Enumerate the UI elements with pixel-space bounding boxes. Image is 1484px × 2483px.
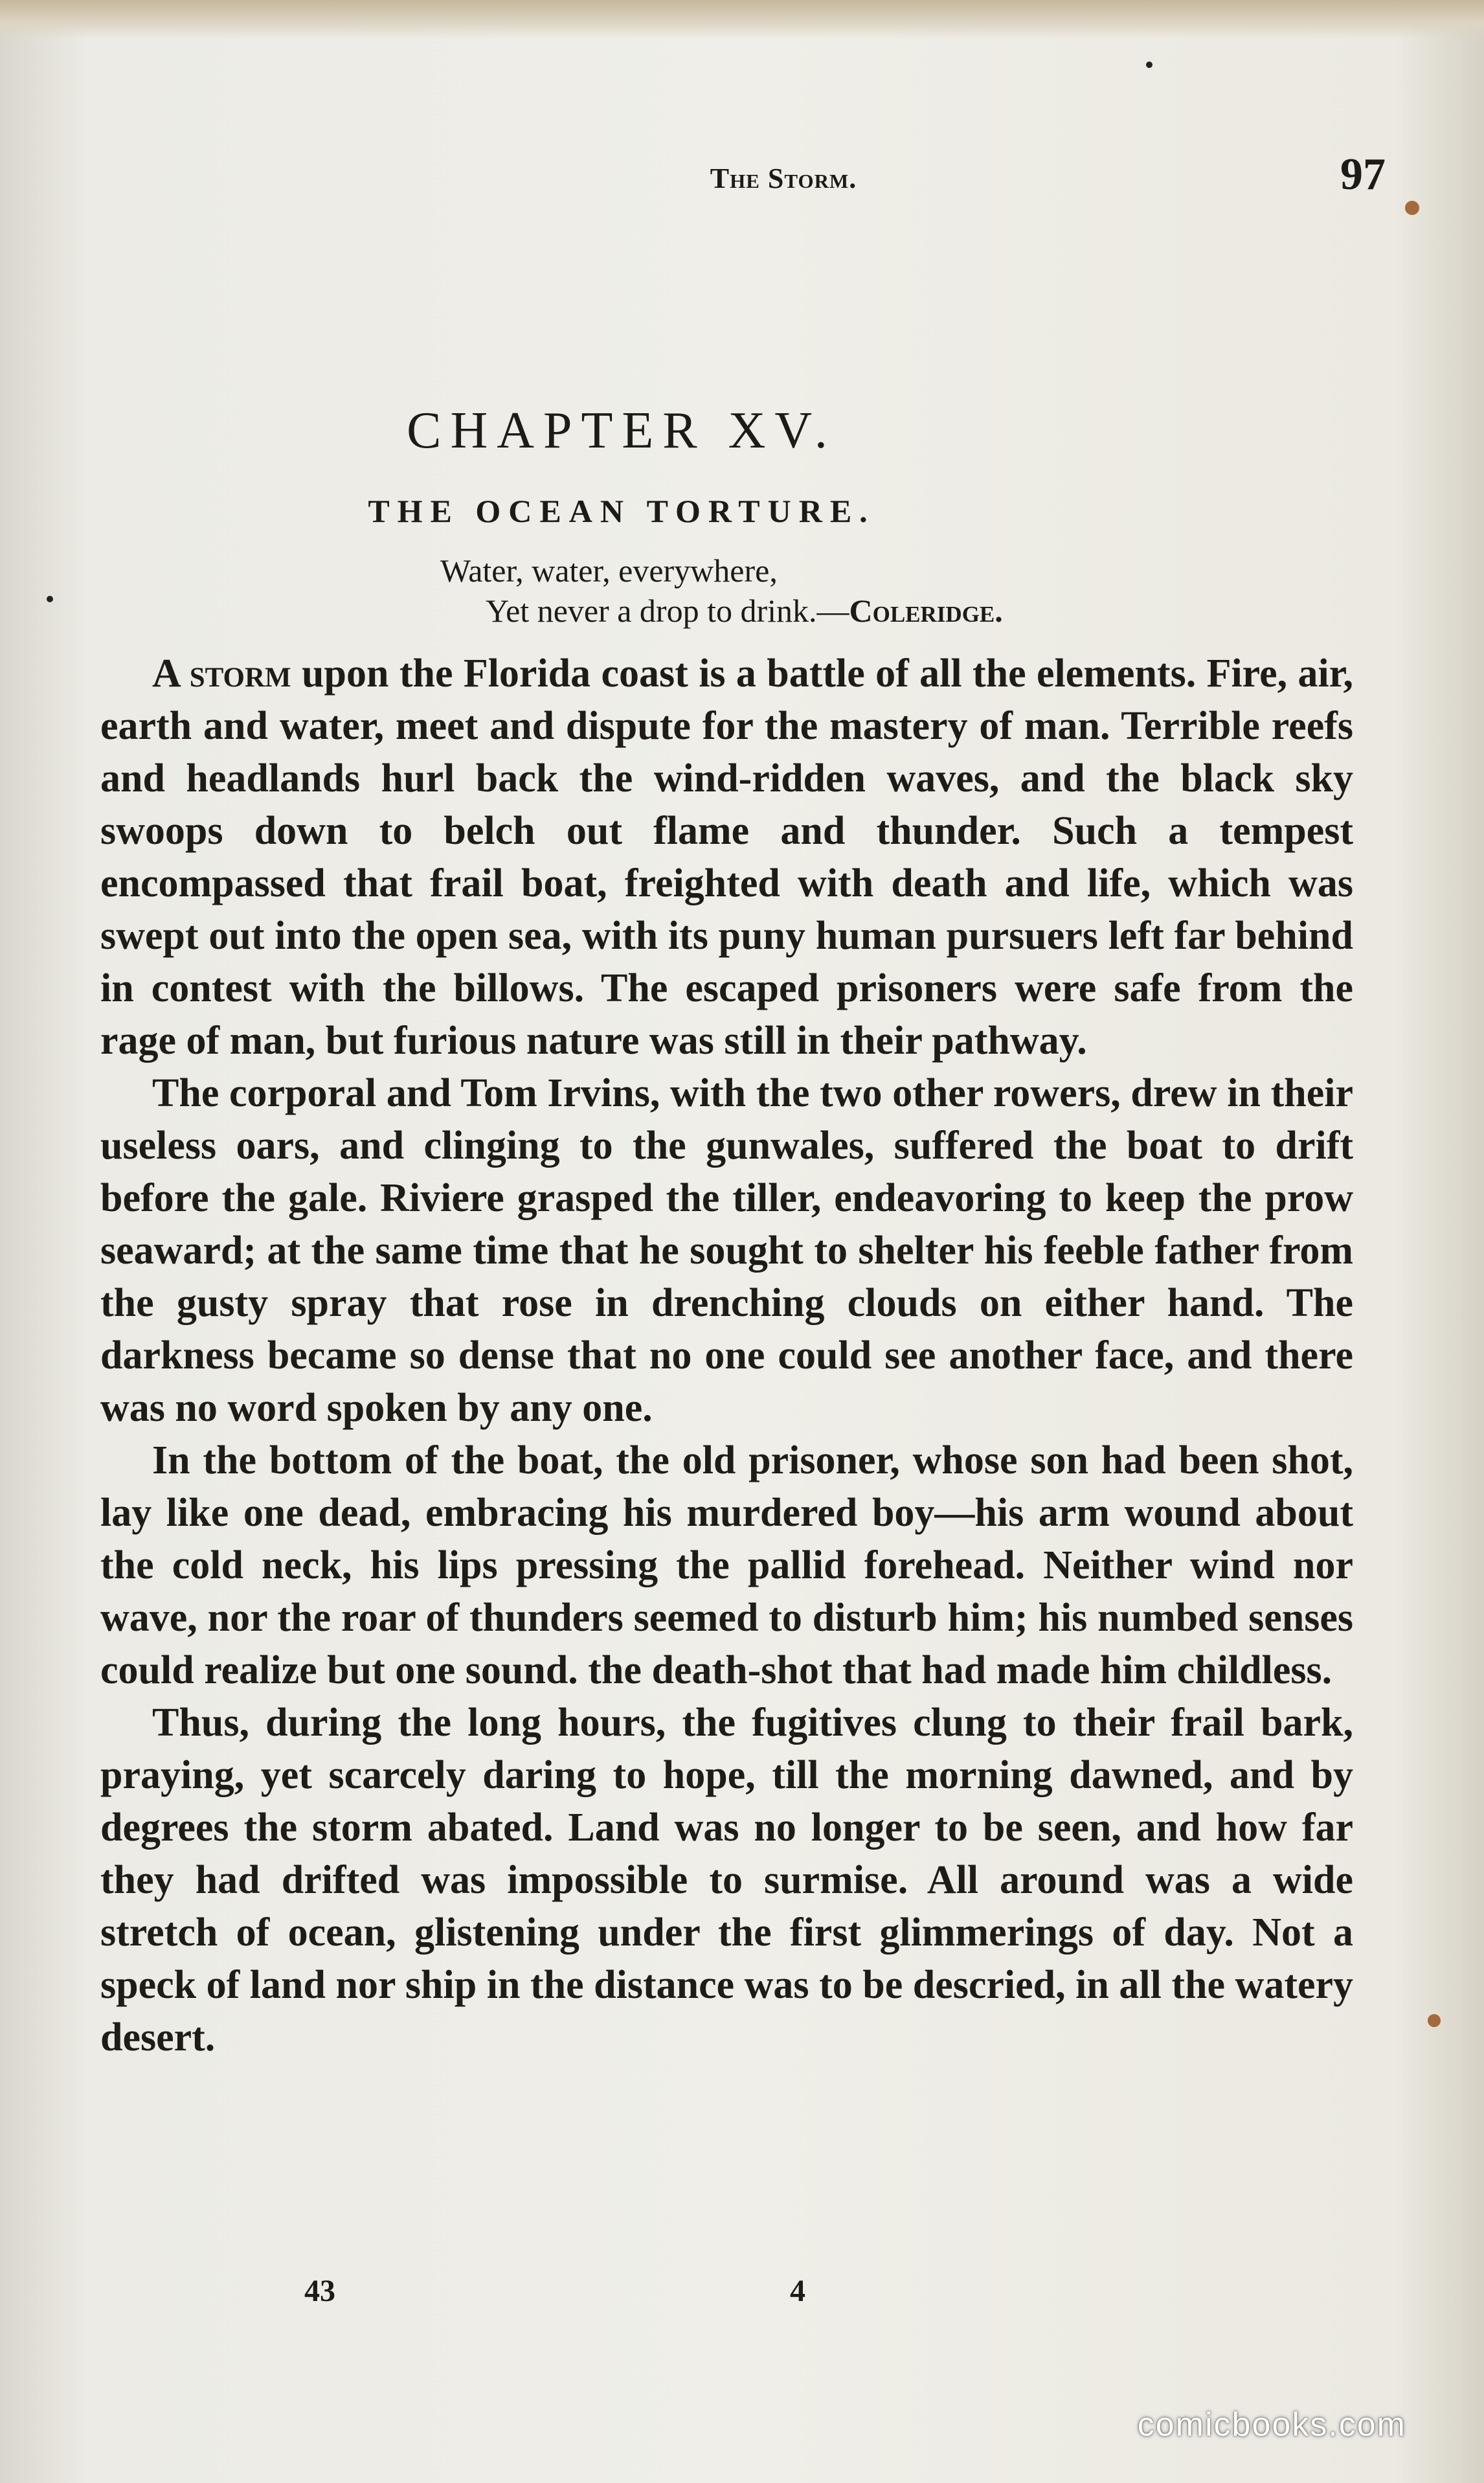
epigraph-line-1: Water, water, everywhere, — [440, 552, 778, 589]
paper-speck — [1428, 2014, 1441, 2027]
paragraph-1 — [100, 648, 1353, 1067]
page-number: 97 — [1340, 150, 1386, 199]
paragraph-3: In the bottom of the boat, the old prisoner, whose son had been shot, lay like one dead, embracing his murdered boy—his arm wound about the cold neck, his lips pressing the pallid forehead. Neither wind nor wave, nor the roar of thunders seemed to disturb him; his numbed senses could realize but one sound. the death-shot that had made him childless. — [100, 1438, 1353, 1692]
paragraph-4: Thus, during the long hours, the fugitives clung to their frail bark, praying, yet scarcely daring to hope, till the morning dawned, and by degrees the storm abated. Land was no longer to be seen, and how far they had drifted was impossible to surmise. All around was a wide stretch of ocean, glistening under the first glimmerings of day. Not a speck of land nor ship in the distance was to be descried, in all the watery desert. — [100, 1701, 1353, 2059]
page-top-edge — [0, 0, 1484, 39]
epigraph-attribution: Coleridge. — [849, 593, 1003, 629]
epigraph — [440, 550, 1282, 631]
watermark: comicbooks.com — [1137, 2406, 1406, 2443]
running-head: The Storm. — [710, 163, 857, 194]
page-header — [97, 149, 1386, 207]
paper-speck — [1405, 201, 1419, 215]
chapter-title: CHAPTER XV. — [407, 402, 837, 459]
body-text — [100, 648, 1353, 2064]
signature-mark-left: 43 — [304, 2274, 335, 2308]
paragraph-1-lead: A storm — [152, 652, 291, 696]
signature-mark-mid: 4 — [790, 2274, 805, 2308]
paper-speck — [1146, 62, 1152, 68]
page-footer — [97, 2273, 1386, 2325]
paragraph-1-text: upon the Florida coast is a battle of all the elements. Fire, air, earth and water, meet and dispute for the mastery of man. Terrible reefs and headlands hurl back the wind-ridden waves, and the black sky swoops down to belch out flame and thunder. Such a tempest encompassed that frail boat, freighted with death and life, which was swept out into the open sea, with its puny human pursuers left far behind in contest with the billows. The escaped prisoners were safe from the rage of man, but furious nature was still in their pathway. — [100, 652, 1354, 1063]
chapter-subtitle: THE OCEAN TORTURE. — [368, 493, 875, 529]
epigraph-line-2-text: Yet never a drop to drink.— — [486, 593, 849, 629]
paragraph-2: The corporal and Tom Irvins, with the two other rowers, drew in their useless oars, and clinging to the gunwales, suffered the boat to drift before the gale. Riviere grasped the tiller, endeavoring to keep the prow seaward; at the same time that he sought to shelter his feeble father from the gusty spray that rose in drenching clouds on either hand. The darkness became so dense that no one could see another face, and there was no word spoken by any one. — [100, 1071, 1353, 1430]
epigraph-line-2 — [440, 591, 1282, 631]
paper-speck — [47, 596, 53, 602]
